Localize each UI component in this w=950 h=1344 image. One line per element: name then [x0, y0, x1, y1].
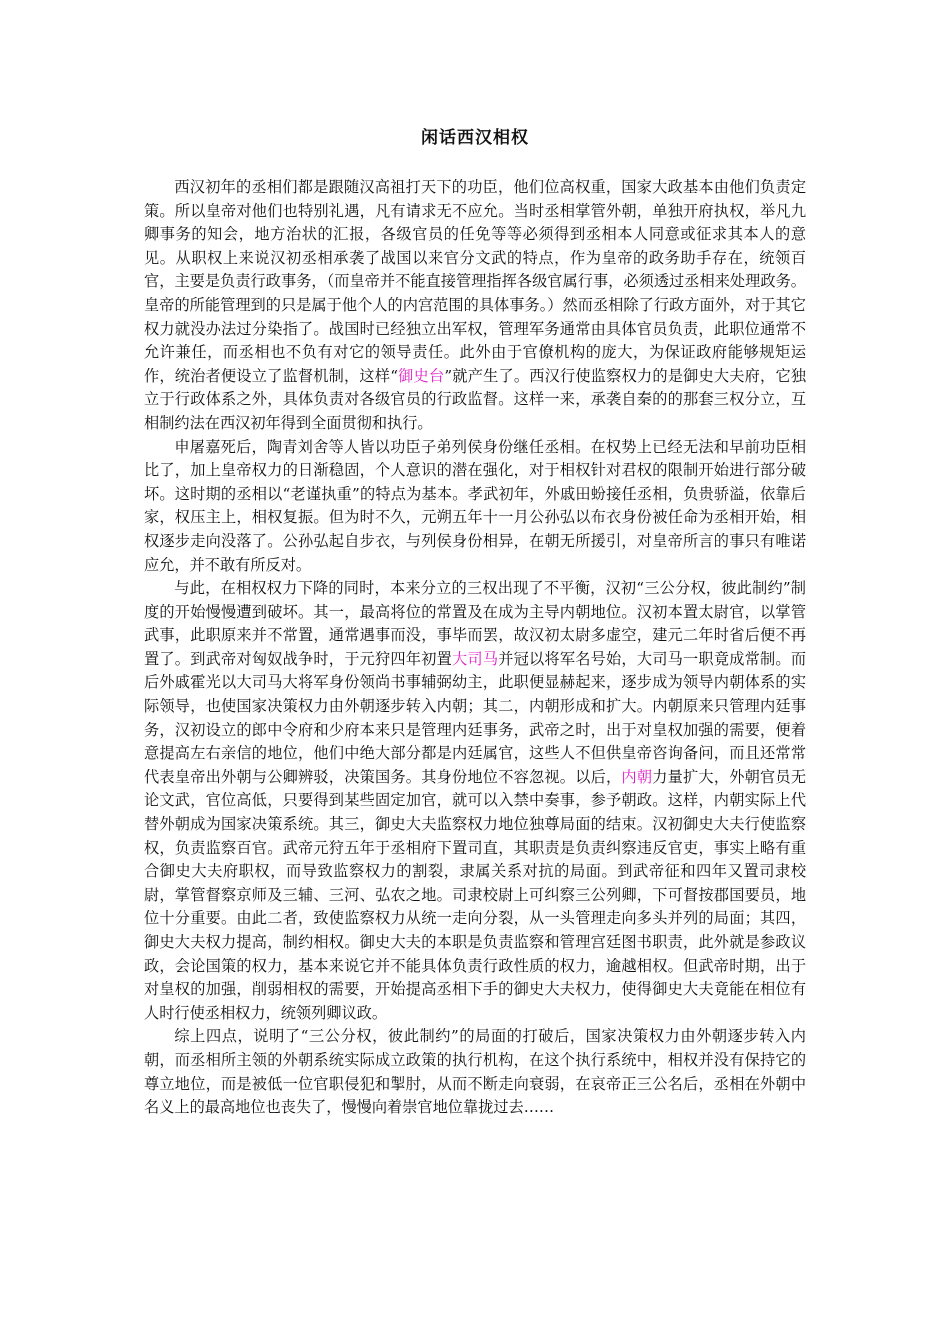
paragraph: [144, 436, 806, 578]
document-body: [144, 176, 806, 1120]
paragraph-text: 申屠嘉死后，陶青刘舍等人皆以功臣子弟列侯身份继任丞相。在权势上已经无法和早前功臣相比了，加上皇帝权力的日渐稳固，个人意识的潜在强化，对于相权针对君权的限制开始进行部分破坏。这时期的丞相以“老谨执重”的特点为基本。孝武初年，外戚田蚡接任丞相，负贵骄溢，依靠后家，权压主上，相权复振。但为时不久，元朔五年十一月公孙弘以布衣身份被任命为丞相开始，相权逐步走向没落了。公孙弘起自步衣，与列侯身份相异，在朝无所援引，对皇帝所言的事只有唯诺应允，并不敢有所反对。: [144, 437, 806, 574]
paragraph-text: 与此，在相权权力下降的同时，本来分立的三权出现了不平衡，汉初“三公分权，彼此制约”制度的开始慢慢遭到破坏。其一，最高将位的常置及在成为主导内朝地位。汉初本置太尉官，以掌管武事，此职原来并不常置，通常遇事而没，事毕而罢，故汉初太尉多虚空，建元二年时省后便不再置了。到武帝对匈奴战争时，于元狩四年初置: [144, 579, 806, 668]
paragraph-text: 综上四点，说明了“三公分权，彼此制约”的局面的打破后，国家决策权力由外朝逐步转入内朝，而丞相所主领的外朝系统实际成立政策的执行机构，在这个执行系统中，相权并没有保持它的尊立地位，而是被低一位官职侵犯和掣肘，从而不断走向衰弱，在哀帝正三公名后，丞相在外朝中名义上的最高地位也丧失了，慢慢向着崇官地位靠拢过去……: [144, 1027, 806, 1117]
document-title: 闲话西汉相权: [421, 128, 529, 148]
highlighted-link-text[interactable]: 御史台: [397, 366, 445, 385]
paragraph: [144, 1025, 806, 1119]
highlighted-link-text[interactable]: 内朝: [621, 767, 653, 786]
highlighted-link-text[interactable]: 大司马: [452, 649, 499, 668]
paragraph: [144, 577, 806, 1025]
paragraph-text: ”就产生了。西汉行使监察权力的是御史大夫府，它独立于行政体系之外，具体负责对各级官员的行政监督。这样一来，承袭自秦的的那套三权分立，互相制约法在西汉初年得到全面贯彻和执行。: [144, 366, 807, 432]
paragraph-text: 并冠以将军名号始，大司马一职竟成常制。而后外戚霍光以大司马大将军身份领尚书事辅弼幼主，此职便显赫起来，逐步成为领导内朝体系的实际领导，也使国家决策权力由外朝逐步转入内朝；其二，内朝形成和扩大。内朝原来只管理内廷事务，汉初设立的郎中令府和少府本来只是管理内廷事务，武帝之时，出于对皇权加强的需要，便着意提高左右亲信的地位，他们中绝大部分都是内廷属官，这些人不但供皇帝咨询备问，而且还常常代表皇帝出外朝与公卿辨驳，决策国务。其身份地位不容忽视。以后，: [144, 649, 807, 786]
paragraph-text: 力量扩大，外朝官员无论文武，官位高低，只要得到某些固定加官，就可以入禁中奏事，参予朝政。这样，内朝实际上代替外朝成为国家决策系统。其三，御史大夫监察权力地位独尊局面的结束。汉初御史大夫行使监察权，负责监察百官。武帝元狩五年于丞相府下置司直，其职责是负责纠察违反官吏，事实上略有重合御史大夫府职权，而导致监察权力的割裂，隶属关系对抗的局面。到武帝征和四年又置司隶校尉，掌管督察京师及三辅、三河、弘农之地。司隶校尉上可纠察三公列卿，下可督按郡国要员，地位十分重要。由此二者，致使监察权力从统一走向分裂，从一头管理走向多头并列的局面；其四，御史大夫权力提高，制约相权。御史大夫的本职是负责监察和管理宫廷图书职责，此外就是参政议政，会论国策的权力，基本来说它并不能具体负责行政性质的权力，逾越相权。但武帝时期，出于对皇权的加强，削弱相权的需要，开始提高丞相下手的御史大夫权力，使得御史大夫竟能在相位有人时行使丞相权力，统领列卿议政。: [144, 767, 807, 1022]
paragraph: [144, 176, 806, 436]
paragraph-text: 西汉初年的丞相们都是跟随汉高祖打天下的功臣，他们位高权重，国家大政基本由他们负责定策。所以皇帝对他们也特别礼遇，凡有请求无不应允。当时丞相掌管外朝，单独开府执权，举凡九卿事务的知会，地方治状的汇报，各级官员的任免等等必须得到丞相本人同意或征求其本人的意见。从职权上来说汉初丞相承袭了战国以来官分文武的特点，作为皇帝的政务助手存在，统领百官，主要是负责行政事务，（而皇帝并不能直接管理指挥各级官属行事，必须透过丞相来处理政务。皇帝的所能管理到的只是属于他个人的内宫范围的具体事务。）然而丞相除了行政方面外，对于其它权力就没办法过分染指了。战国时已经独立出军权，管理军务通常由具体官员负责，此职位通常不允许兼任，而丞相也不负有对它的领导责任。此外由于官僚机构的庞大，为保证政府能够规矩运作，统治者便设立了监督机制，这样“: [144, 178, 806, 385]
